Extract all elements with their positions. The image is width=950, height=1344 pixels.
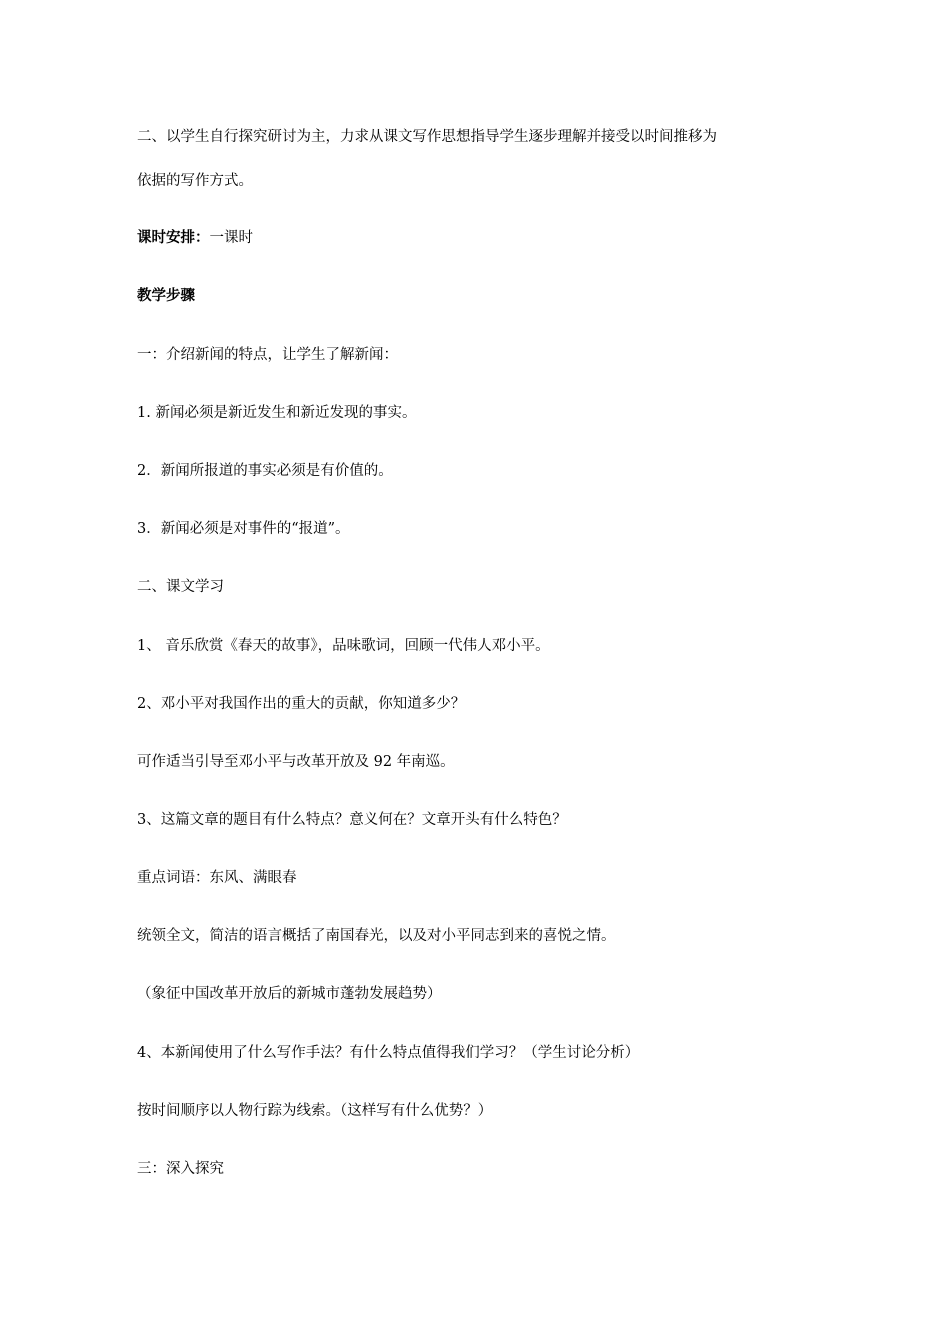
key-words-line: 重点词语：东风、满眼春 (137, 870, 297, 886)
key-words-explanation: 统领全文，简洁的语言概括了南国春光，以及对小平同志到来的喜悦之情。 (137, 928, 616, 944)
news-feature-1: 1. 新闻必须是新近发生和新近发现的事实。 (137, 405, 417, 421)
step-1-heading: 一：介绍新闻的特点，让学生了解新闻： (137, 347, 398, 363)
lesson-item-1: 1、 音乐欣赏《春天的故事》，品味歌词，回顾一代伟人邓小平。 (137, 638, 550, 654)
symbolism-note: （象征中国改革开放后的新城市蓬勃发展趋势） (137, 986, 442, 1002)
step-2-heading: 二、课文学习 (137, 579, 224, 595)
lesson-item-2-note: 可作适当引导至邓小平与改革开放及 92 年南巡。 (137, 754, 455, 770)
lesson-item-4: 4、本新闻使用了什么写作手法？有什么特点值得我们学习？（学生讨论分析） (137, 1045, 640, 1061)
news-feature-2: 2．新闻所报道的事实必须是有价值的。 (137, 463, 393, 479)
step-3-heading: 三：深入探究 (137, 1161, 224, 1177)
lesson-item-3: 3、这篇文章的题目有什么特点？意义何在？文章开头有什么特色？ (137, 812, 567, 828)
news-feature-3: 3．新闻必须是对事件的“报道”。 (137, 521, 350, 537)
paragraph-goal-2-line-2: 依据的写作方式。 (137, 173, 253, 189)
steps-heading: 教学步骤 (137, 288, 195, 304)
lesson-item-4-answer: 按时间顺序以人物行踪为线索。（这样写有什么优势？） (137, 1103, 493, 1119)
paragraph-goal-2-line-1: 二、以学生自行探究研讨为主，力求从课文写作思想指导学生逐步理解并接受以时间推移为 (137, 129, 717, 145)
schedule-label: 课时安排： (137, 230, 210, 246)
lesson-item-2: 2、邓小平对我国作出的重大的贡献，你知道多少？ (137, 696, 466, 712)
schedule-line (137, 228, 253, 248)
schedule-value: 一课时 (209, 230, 253, 246)
